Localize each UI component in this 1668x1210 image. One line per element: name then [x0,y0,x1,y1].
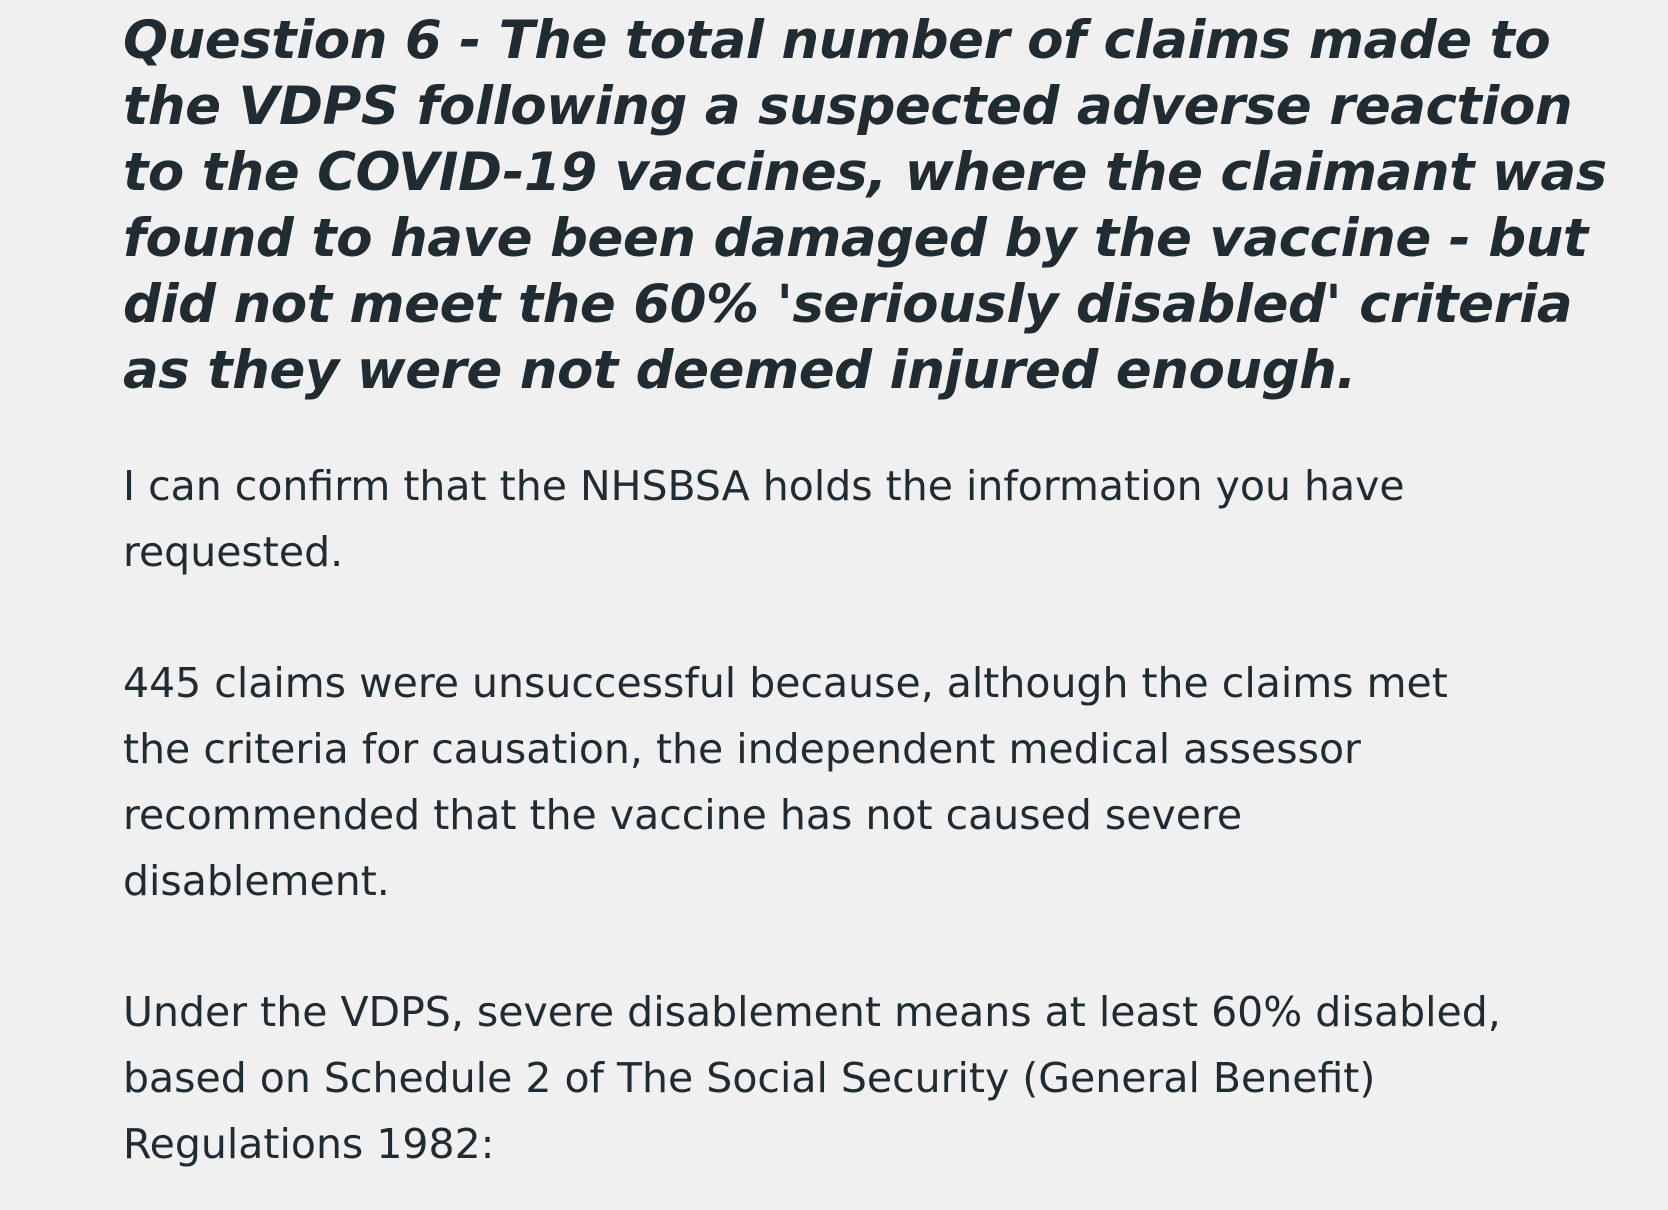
question-line: to the COVID-19 vaccines, where the claimant was [123,142,1607,203]
confirmation-paragraph [123,453,1583,585]
unsuccessful-claims-paragraph [123,650,1583,914]
question-line: did not meet the 60% 'seriously disabled' criteria [123,274,1573,335]
question-heading [123,0,1607,404]
paragraph-line: disablement. [123,857,390,905]
question-line: as they were not deemed injured enough. [123,340,1356,401]
question-line: found to have been damaged by the vaccine - but [123,208,1588,269]
paragraph-line: requested. [123,528,344,576]
question-line: Question 6 - The total number of claims made to [123,10,1551,71]
paragraph-line: the criteria for causation, the independent medical assessor [123,725,1361,773]
severe-disablement-paragraph [123,979,1583,1177]
question-line: the VDPS following a suspected adverse reaction [123,76,1573,137]
document-body [123,0,1607,1177]
paragraph-line: 445 claims were unsuccessful because, although the claims met [123,659,1448,707]
paragraph-line: I can confirm that the NHSBSA holds the information you have [123,462,1405,510]
paragraph-line: Regulations 1982: [123,1120,495,1168]
paragraph-line: recommended that the vaccine has not caused severe [123,791,1243,839]
paragraph-line: Under the VDPS, severe disablement means at least 60% disabled, [123,988,1501,1036]
paragraph-line: based on Schedule 2 of The Social Security (General Benefit) [123,1054,1376,1102]
